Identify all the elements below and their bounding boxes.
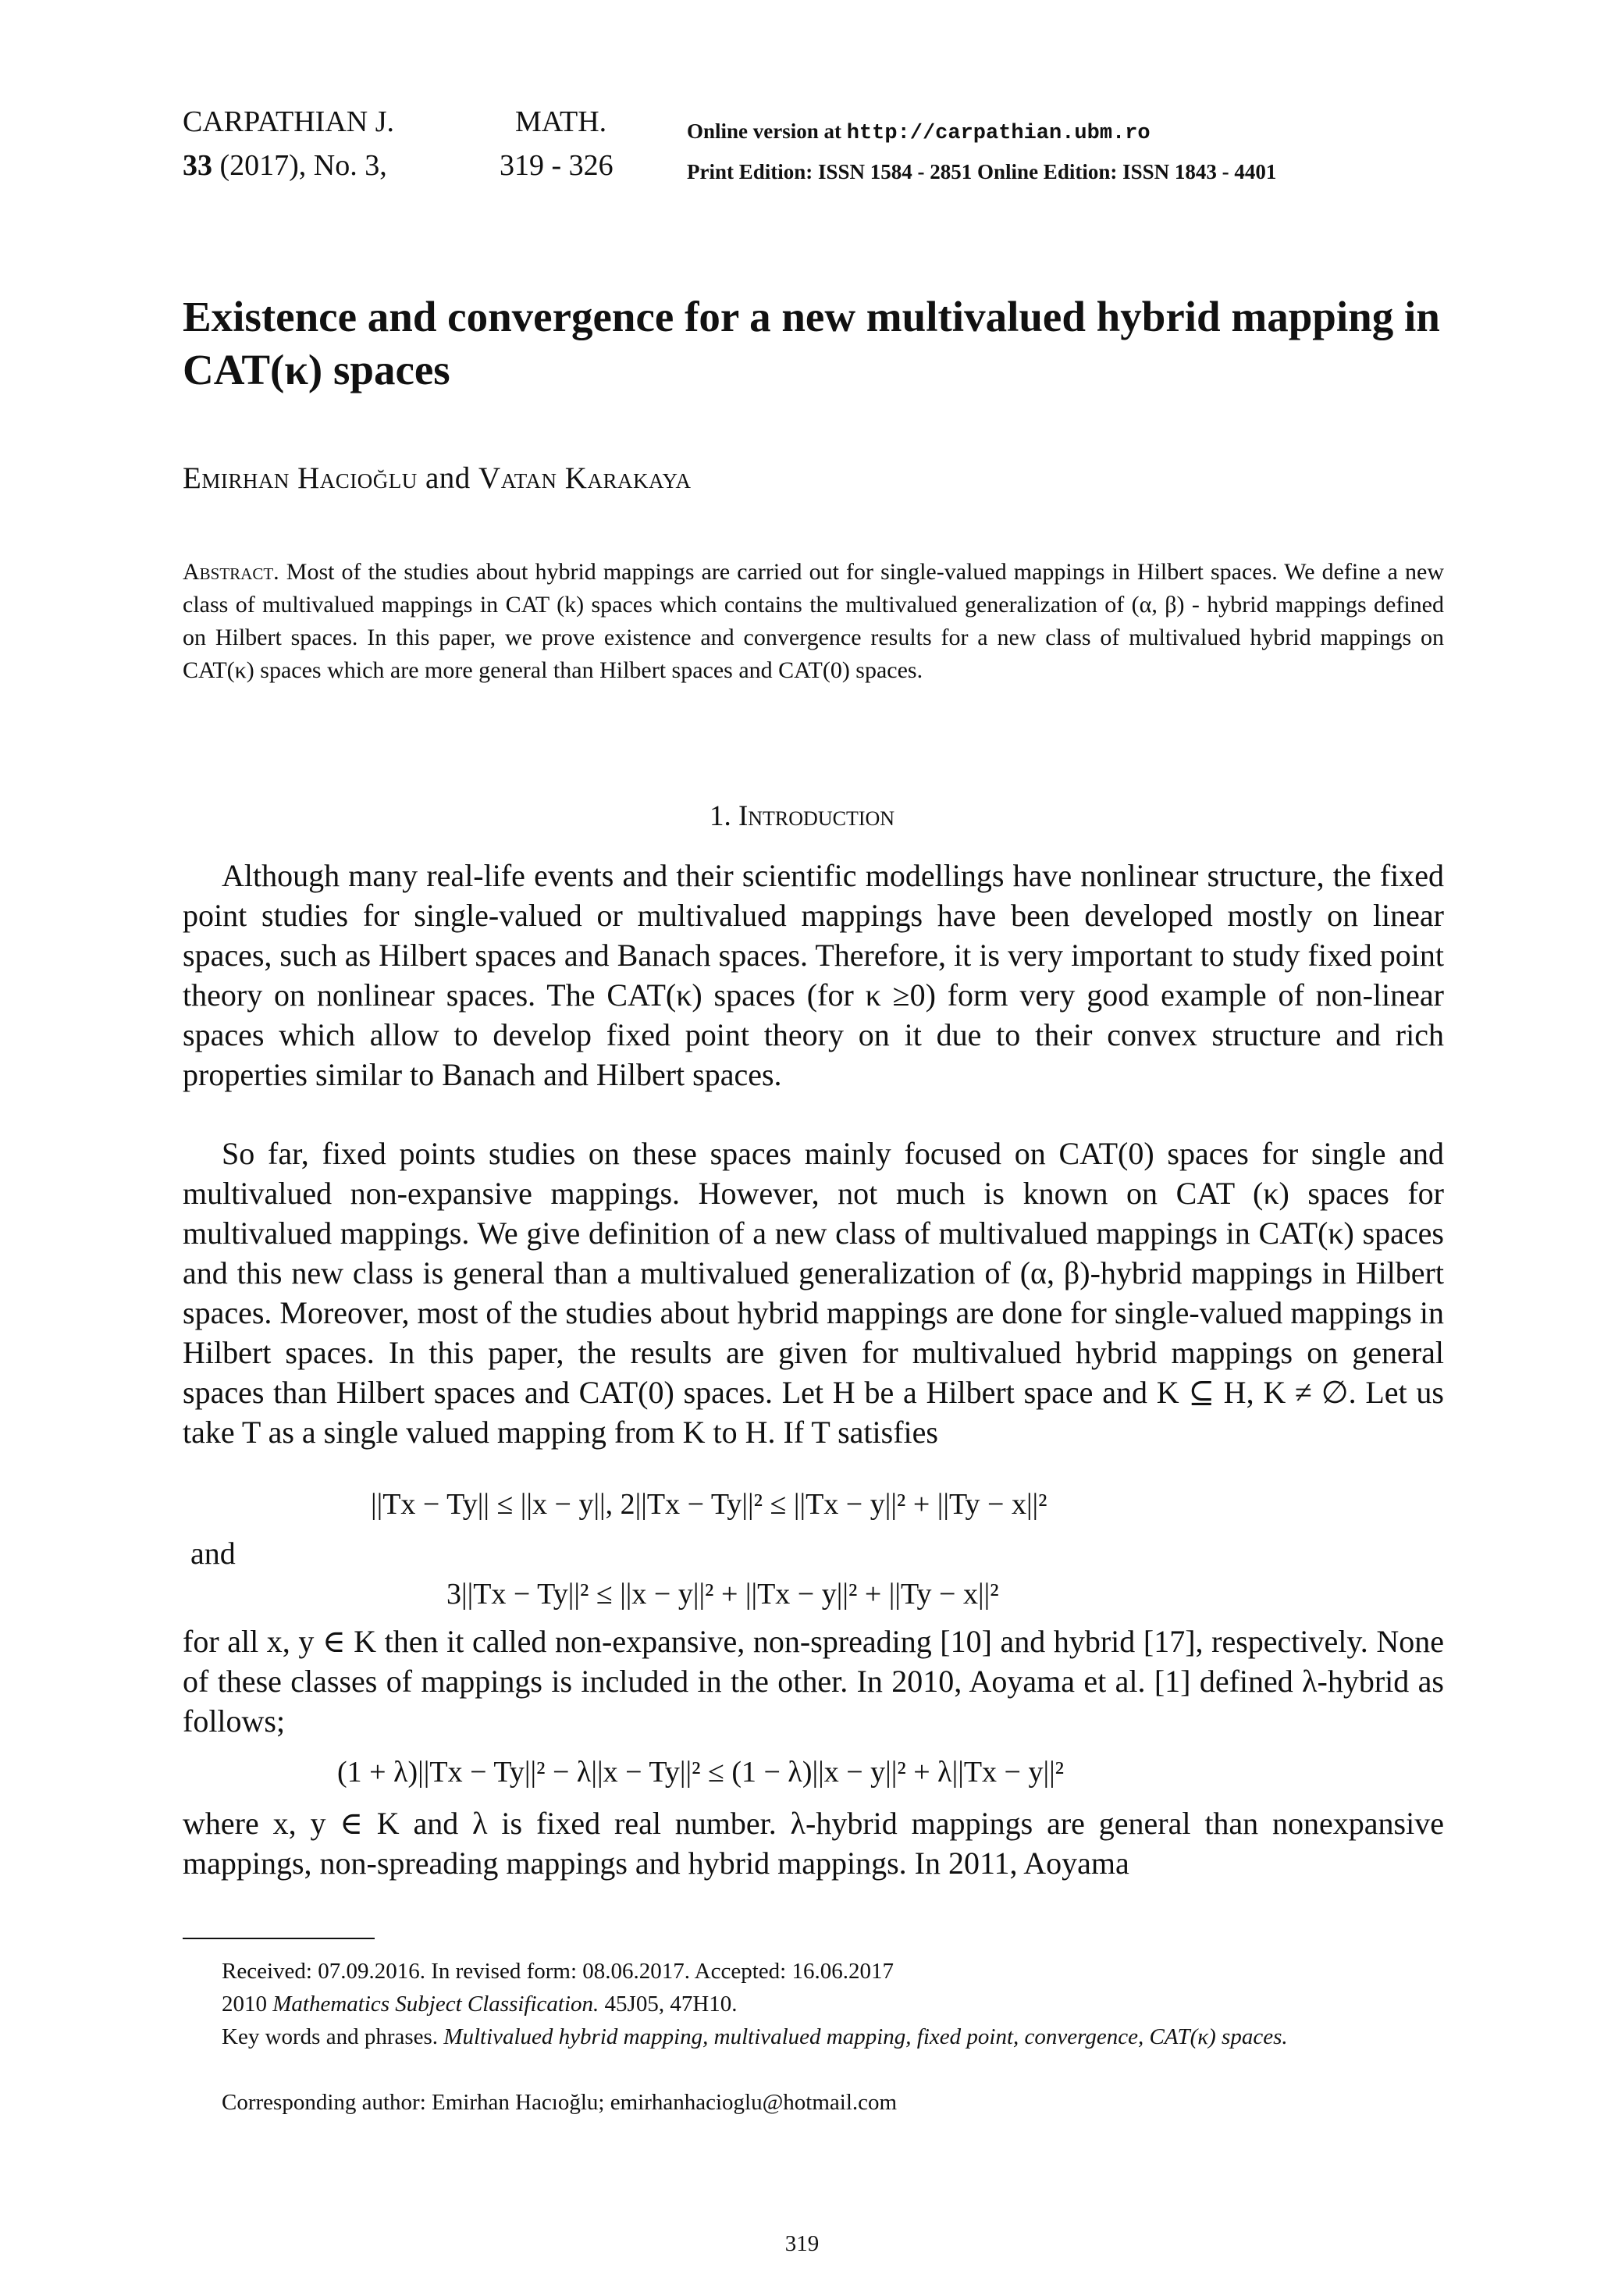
paragraph-4: where x, y ∈ K and λ is fixed real number. λ-hybrid mappings are general than nonexpansive mappings, non-spreading mappings and hybrid mappings. In 2011, Aoyama (183, 1806, 1444, 1881)
section-heading (0, 799, 1604, 833)
paragraph-3: for all x, y ∈ K then it called non-expansive, non-spreading [10] and hybrid [17], respectively. None of these classes of mappings is included in the other. In 2010, Aoyama et al. [1] defined λ-hybrid as follows; (183, 1624, 1444, 1739)
author-1: Emirhan Hacioğlu (183, 461, 418, 495)
keywords-period: . (1282, 2024, 1288, 2049)
equation-1: ||Tx − Ty|| ≤ ||x − y||, 2||Tx − Ty||² ≤ ||Tx − y||² + ||Ty − x||² (371, 1488, 1047, 1521)
paragraph-1: Although many real-life events and their scientific modellings have nonlinear structure, the fixed point studies for single-valued or multivalued mappings have been developed mostly on linear spaces, such as Hilbert spaces and Banach spaces. Therefore, it is very important to study fixed point theory on nonlinear spaces. The CAT(κ) spaces (for κ ≥0) form very good example of non-linear spaces which allow to develop fixed point theory on it due to their convex structure and rich properties similar to Banach and Hilbert spaces. (183, 858, 1444, 1092)
msc-codes: 45J05, 47H10. (604, 1992, 738, 2017)
journal-math: MATH. (515, 105, 607, 138)
paper-title: Existence and convergence for a new multivalued hybrid mapping in CAT(κ) spaces (183, 293, 1440, 393)
journal-issue-line: (2017), No. 3, (219, 149, 387, 182)
section-number: 1. (709, 800, 731, 832)
footnote-keywords (183, 2020, 1444, 2053)
equation-2: 3||Tx − Ty||² ≤ ||x − y||² + ||Tx − y||² + ||Ty − x||² (446, 1578, 999, 1611)
abstract-text: Most of the studies about hybrid mappings are carried out for single-valued mappings in Hilbert spaces. We define a new class of multivalued mappings in CAT (k) spaces which contains the multivalued generalization of (α, β) - hybrid mappings defined on Hilbert spaces. In this paper, we prove existence and convergence results for a new class of multivalued hybrid mappings on CAT(κ) spaces which are more general than Hilbert spaces and CAT(0) spaces. (183, 559, 1444, 683)
equation-3: (1 + λ)||Tx − Ty||² − λ||x − Ty||² ≤ (1 − λ)||x − y||² + λ||Tx − y||² (337, 1756, 1065, 1789)
abstract-label: Abstract. (183, 559, 279, 585)
online-version-line (687, 116, 1151, 149)
author-conjunction: and (425, 461, 471, 495)
footnote-rule (183, 1938, 375, 1939)
footnote-msc (183, 1988, 1444, 2020)
journal-issue (183, 145, 387, 186)
journal-name: CARPATHIAN J. (183, 105, 394, 138)
page-number: 319 (784, 2231, 820, 2256)
footnote-corresponding: Corresponding author: Emirhan Hacıoğlu; emirhanhacioglu@hotmail.com (222, 2090, 898, 2115)
online-prefix: Online version at (687, 119, 847, 143)
journal-volume: 33 (183, 149, 212, 182)
footnote-received: Received: 07.09.2016. In revised form: 08.06.2017. Accepted: 16.06.2017 (222, 1959, 894, 1984)
keywords-text: Multivalued hybrid mapping, multivalued mapping, fixed point, convergence, CAT(κ) spaces (443, 2024, 1282, 2049)
keywords-label: Key words and phrases. (222, 2024, 439, 2049)
msc-label: Mathematics Subject Classification. (272, 1992, 599, 2017)
section-title: Introduction (738, 800, 895, 832)
msc-year: 2010 (222, 1992, 267, 2017)
online-url-link[interactable]: http://carpathian.ubm.ro (846, 122, 1151, 145)
and-label: and (190, 1536, 236, 1571)
issn-line: Print Edition: ISSN 1584 - 2851 Online Edition: ISSN 1843 - 4401 (687, 160, 1277, 183)
author-2: Vatan Karakaya (478, 461, 692, 495)
journal-pages: 319 - 326 (500, 149, 614, 182)
abstract (183, 556, 1444, 687)
author-line (183, 461, 692, 496)
paragraph-2: So far, fixed points studies on these spaces mainly focused on CAT(0) spaces for single and multivalued non-expansive mappings. However, not much is known on CAT (κ) spaces for multivalued mappings. We give definition of a new class of multivalued mappings in CAT(κ) spaces and this new class is general than a multivalued generalization of (α, β)-hybrid mappings in Hilbert spaces. Moreover, most of the studies about hybrid mappings are done for single-valued mappings in Hilbert spaces. In this paper, the results are given for multivalued hybrid mappings on general spaces than Hilbert spaces and CAT(0) spaces. Let H be a Hilbert space and K ⊆ H, K ≠ ∅. Let us take T as a single valued mapping from K to H. If T satisfies (183, 1136, 1444, 1450)
